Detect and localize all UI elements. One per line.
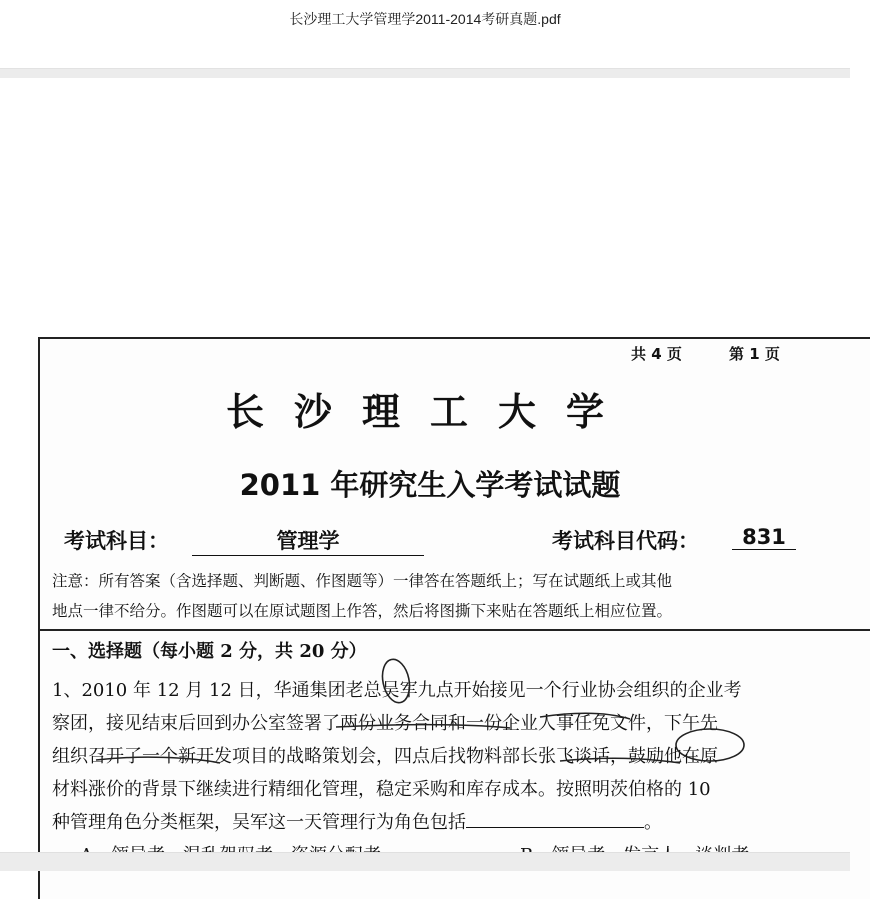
- document-title: 长沙理工大学管理学2011-2014考研真题.pdf: [289, 11, 561, 27]
- total-pages: 共 4 页: [631, 345, 682, 363]
- question-1-end: 。: [644, 812, 662, 833]
- subject-code-label: 考试科目代码：: [552, 529, 699, 553]
- question-1-line-1: 1、2010 年 12 月 12 日，华通集团老总吴军九点开始接见一个行业协会组织的企业考: [52, 680, 742, 701]
- question-1-line-2: 察团，接见结束后回到办公室签署了两份业务合同和一份企业人事任免文件，下午先: [52, 713, 718, 734]
- viewer-header: [0, 0, 850, 70]
- exam-title: 2011 年研究生入学考试试题: [239, 468, 621, 502]
- university-name: 长沙理工大学: [225, 389, 634, 434]
- question-1-line-3: 组织召开了一个新开发项目的战略策划会，四点后找物料部长张飞谈话，鼓励他在原: [52, 746, 718, 767]
- section-title: 一、选择题（每小题 2 分，共 20 分）: [52, 641, 367, 662]
- exam-note-line-1: 注意：所有答案（含选择题、判断题、作图题等）一律答在答题纸上；写在试题纸上或其他: [52, 572, 673, 590]
- subject-value: 管理学: [192, 525, 424, 556]
- answer-blank: [466, 811, 644, 828]
- subject-code-value: 831: [732, 525, 796, 550]
- document-viewport[interactable]: [0, 78, 850, 852]
- viewer-footer-bar: [0, 852, 850, 871]
- exam-note-line-2: 地点一律不给分。作图题可以在原试题图上作答，然后将图撕下来贴在答题纸上相应位置。: [52, 602, 673, 620]
- header-separator: [0, 68, 850, 78]
- question-1-line-5: [52, 808, 662, 834]
- question-1-line-4: 材料涨价的背景下继续进行精细化管理，稳定采购和库存成本。按照明茨伯格的 10: [52, 779, 711, 800]
- exam-page: [38, 337, 870, 899]
- subject-label: 考试科目：: [64, 529, 169, 553]
- section-divider: [40, 629, 870, 631]
- current-page: 第 1 页: [729, 345, 780, 363]
- question-1-line-5-text: 种管理角色分类框架，吴军这一天管理行为角色包括: [52, 812, 466, 833]
